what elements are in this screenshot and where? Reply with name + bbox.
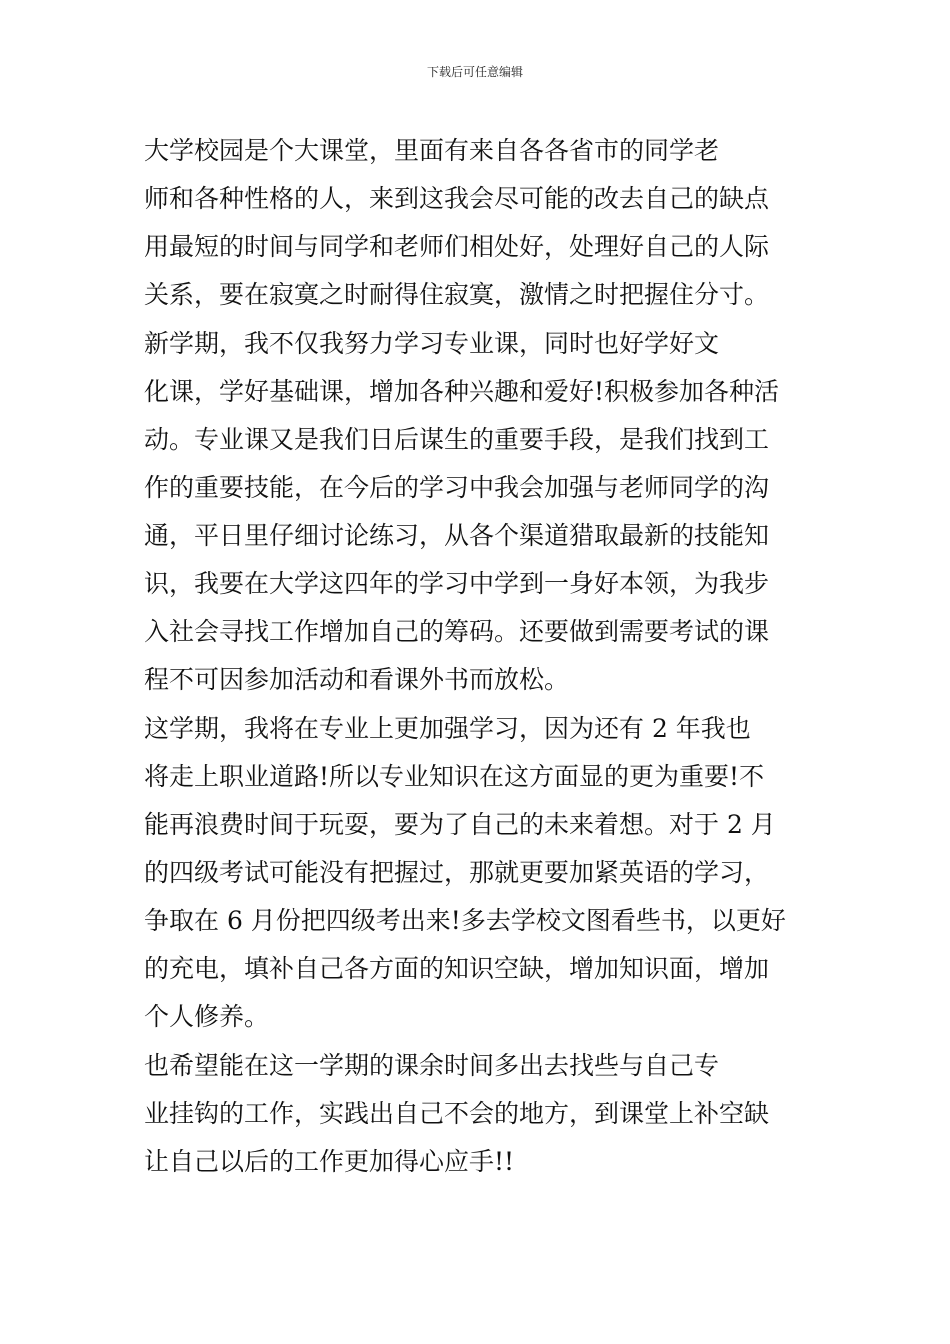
text-line: 的充电，填补自己各方面的知识空缺，增加知识面，增加 <box>144 954 770 983</box>
text-line: 关系，要在寂寞之时耐得住寂寞，激情之时把握住分寸。 <box>144 280 770 309</box>
text-line: 作的重要技能，在今后的学习中我会加强与老师同学的沟 <box>144 473 770 502</box>
text-line: 用最短的时间与同学和老师们相处好，处理好自己的人际 <box>144 232 770 261</box>
text-line: 能再浪费时间于玩耍，要为了自己的未来着想。对于 2 月 <box>144 810 776 839</box>
text-line: 通，平日里仔细讨论练习，从各个渠道猎取最新的技能知 <box>144 521 770 550</box>
text-line: 化课，学好基础课，增加各种兴趣和爱好!积极参加各种活 <box>144 377 780 406</box>
text-line: 这学期，我将在专业上更加强学习，因为还有 2 年我也 <box>144 714 751 743</box>
text-line: 师和各种性格的人，来到这我会尽可能的改去自己的缺点 <box>144 184 770 213</box>
text-line: 业挂钩的工作，实践出自己不会的地方，到课堂上补空缺 <box>144 1099 770 1128</box>
text-line: 让自己以后的工作更加得心应手!! <box>144 1147 515 1176</box>
text-line: 也希望能在这一学期的课余时间多出去找些与自己专 <box>144 1051 720 1080</box>
text-line: 程不可因参加活动和看课外书而放松。 <box>144 665 570 694</box>
text-line: 将走上职业道路!所以专业知识在这方面显的更为重要!不 <box>144 762 765 791</box>
text-line: 识，我要在大学这四年的学习中学到一身好本领，为我步 <box>144 569 770 598</box>
text-line: 新学期，我不仅我努力学习专业课，同时也好学好文 <box>144 329 720 358</box>
text-line: 的四级考试可能没有把握过，那就更要加紧英语的学习， <box>144 858 770 887</box>
text-line: 个人修养。 <box>144 1002 270 1031</box>
text-line: 争取在 6 月份把四级考出来!多去学校文图看些书，以更好 <box>144 906 786 935</box>
text-line: 动。专业课又是我们日后谋生的重要手段，是我们找到工 <box>144 425 770 454</box>
text-line: 大学校园是个大课堂，里面有来自各各省市的同学老 <box>144 136 720 165</box>
text-line: 入社会寻找工作增加自己的筹码。还要做到需要考试的课 <box>144 617 770 646</box>
page-header: 下载后可任意编辑 <box>426 65 523 79</box>
